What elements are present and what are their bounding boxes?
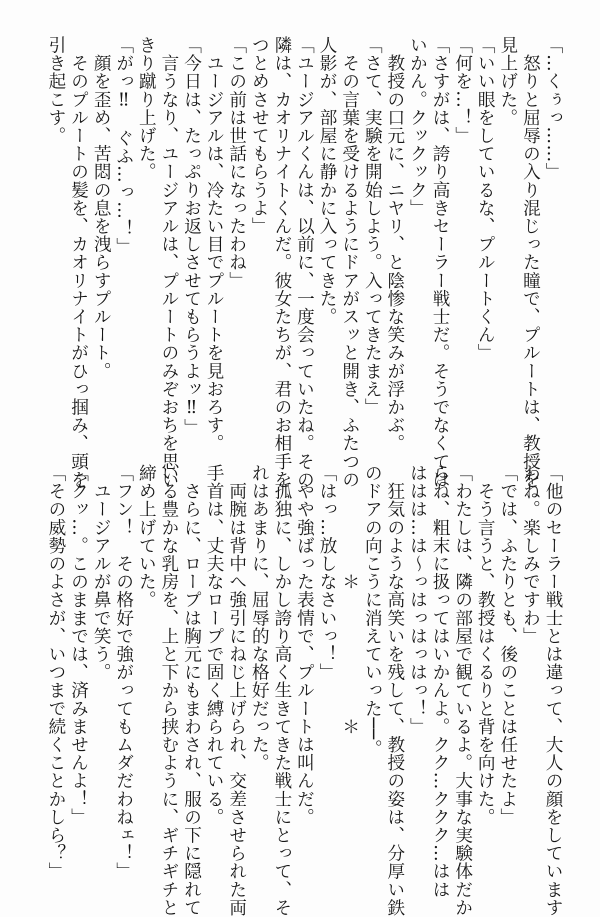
text-line: わね。楽しみですわ」 [520, 464, 541, 645]
text-line: れはあまりに、屈辱的な格好だった。 [249, 464, 270, 772]
text-line: やや強ばった表情で、プルートは叫んだ。 [294, 464, 315, 826]
text-line: 「他のセーラー戦士とは違って、大人の顔をしています [543, 464, 563, 917]
text-line: 締め上げていた。 [136, 464, 157, 609]
text-line: 「フン！ その格好で強がってもムダだわねェ！」 [113, 464, 134, 881]
text-line: その言葉を受けるようにドアがスッと開き、ふたつの [339, 36, 360, 489]
section-break-asterisks: ＊ ＊ [339, 464, 360, 736]
text-line: 「ユージアルくんは、以前に、一度会っていたね。その [294, 36, 315, 489]
text-line: 見上げた。 [497, 36, 518, 127]
text-line: 「この前は世話になったわね」 [226, 36, 247, 290]
text-line: さらに、ロープは胸元にもまわされ、服の下に隠れて [181, 464, 202, 917]
text-line: 「何を…！」 [452, 36, 473, 145]
text-line: 顔を歪め、苦悶の息を洩らすプルート。 [91, 36, 112, 380]
text-line: 「いい眼をしているな、プルートくん」 [475, 36, 496, 362]
text-line: 両腕は背中へ強引にねじ上げられ、交差させられた両 [226, 464, 247, 917]
text-line: 「では、ふたりとも、後のことは任せたよ」 [497, 464, 518, 826]
text-line: 言うなり、ユージアルは、プルートのみぞおちを思い [158, 36, 179, 489]
text-line: のドアの向こうに消えていった──。 [362, 464, 383, 758]
text-line: 「さすがは、誇り高きセーラー戦士だ。そうでなくては [430, 36, 451, 489]
text-block-bottom [44, 464, 564, 917]
text-line: 「わたしは、隣の部屋で観ているよ。大事な実験体だか [452, 464, 473, 917]
text-line: 怒りと屈辱の入り混じった瞳で、プルートは、教授を [520, 36, 541, 489]
text-line: つとめさせてもらうよ」 [249, 36, 270, 236]
text-line: 「はっ…放しなさいっ！」 [317, 464, 338, 682]
text-line: 「がっ‼ ぐふ…っ…！」 [113, 36, 134, 256]
text-line: いかん。クックック」 [407, 36, 428, 217]
text-line: 孤独に、しかし誇り高く生きてきた戦士にとって、そ [271, 464, 292, 917]
text-line: ユージアルが鼻で笑う。 [91, 464, 112, 682]
text-line: 教授の口元に、ニヤリ、と陰惨な笑みが浮かぶ。 [384, 36, 405, 453]
text-line: 隣は、カオリナイトくんだ。彼女たちが、君のお相手を [271, 36, 292, 489]
text-line: きり蹴り上げた。 [136, 36, 157, 181]
text-line: 人影が、部屋に静かに入ってきた。 [317, 36, 338, 326]
text-line: らね、粗末に扱ってはいかんよ。クク…ククク…はは [430, 464, 451, 899]
text-line: ははは…は〜っはっはっはっ！」 [407, 464, 428, 736]
text-line: 「さて、実験を開始しよう。入ってきたまえ」 [362, 36, 383, 417]
text-line: 狂気のような高笑いを残して、教授の姿は、分厚い鉄 [384, 464, 405, 917]
text-line: 手首は、丈夫なロープで固く縛られている。 [204, 464, 225, 826]
text-block-top [44, 36, 564, 489]
text-line: 「クッ…。このままでは、済みませんよ！」 [68, 464, 89, 826]
text-line: 「その威勢のよさが、いつまで続くことかしら？」 [45, 464, 66, 881]
text-line: そう言うと、教授はくるりと背を向けた。 [475, 464, 496, 826]
text-line: 「今日は、たっぷりお返しさせてもらうよッ‼」 [181, 36, 202, 437]
text-line: いる豊かな乳房を、上と下から挟むように、ギチギチと [158, 464, 179, 917]
text-line: 引き起こす。 [45, 36, 66, 145]
text-line: ユージアルは、冷たい目でプルートを見おろす。 [204, 36, 225, 453]
text-line: そのプルートの髪を、カオリナイトがひっ掴み、頭を [68, 36, 89, 489]
text-line: 「…くぅっ……」 [543, 36, 563, 181]
